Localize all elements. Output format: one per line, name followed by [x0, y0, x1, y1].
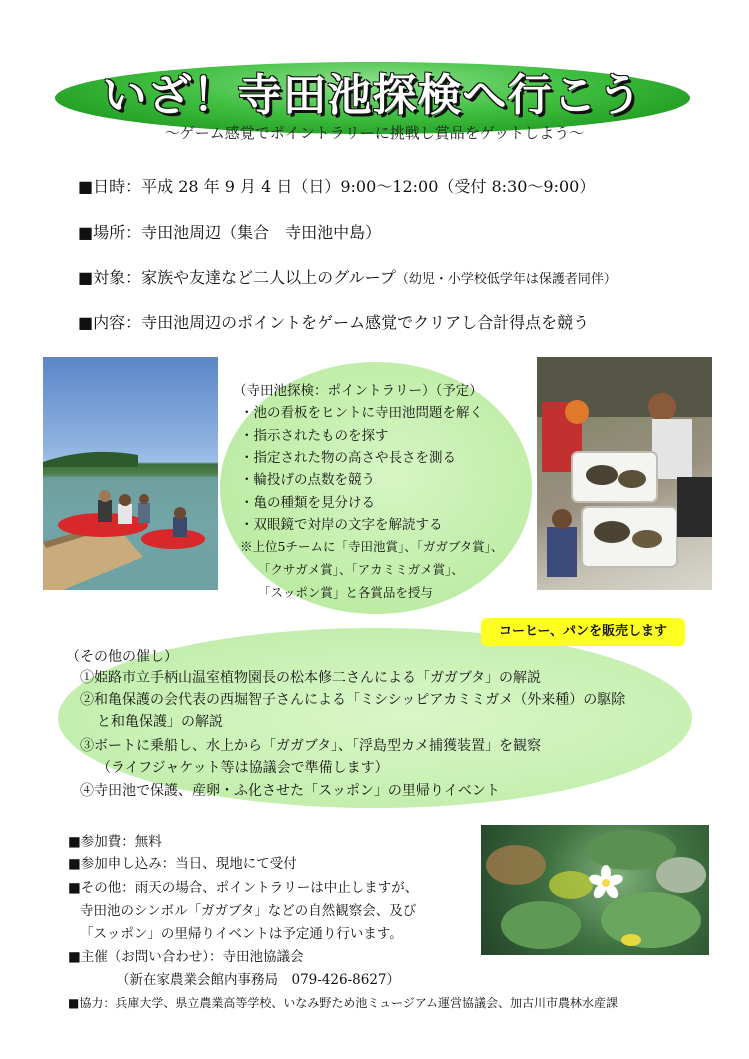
info-target [78, 265, 617, 288]
events-heading: （その他の催し） [66, 649, 178, 665]
info-datetime: ■日時：平成 28 年 9 月 4 日（日）9:00～12:00（受付 8:30～9:00） [78, 177, 596, 196]
coffee-sale-badge: コーヒー、パンを販売します [481, 618, 685, 646]
event-line: と和亀保護」の解説 [97, 714, 223, 730]
turtle-photo [537, 357, 712, 590]
event-line: ③ボートに乗船し、水上から「ガガブタ」、「浮島型カメ捕獲装置」を観察 [80, 738, 542, 754]
rally-item: ・指定された物の高さや長さを測る [240, 450, 456, 466]
event-line: ④寺田池で保護、産卵・ふ化させた「スッポン」の里帰りイベント [80, 783, 500, 799]
rally-prize-line: ※上位5チームに「寺田池賞」、「ガガブタ賞」、 [240, 539, 504, 554]
page-title: いざ！寺田池探検へ行こう [102, 70, 643, 121]
organizer-line: ■主催（お問い合わせ）：寺田池協議会 [68, 949, 304, 965]
other-line: 寺田池のシンボル「ガガブタ」などの自然観察会、及び [80, 903, 417, 919]
other-line: 「スッポン」の里帰りイベントは予定通り行います。 [80, 926, 403, 942]
rally-item: ・輪投げの点数を競う [240, 472, 375, 488]
boat-photo-drawing [43, 357, 218, 590]
rally-heading: （寺田池探検：ポイントラリー）（予定） [233, 383, 483, 399]
rally-prize-line: 「クサガメ賞」、「アカミミガメ賞」、 [258, 562, 464, 577]
other-line: ■その他：雨天の場合、ポイントラリーは中止しますが、 [68, 880, 419, 896]
rally-item: ・双眼鏡で対岸の文字を解読する [240, 517, 443, 533]
event-line: ②和亀保護の会代表の西堀智子さんによる「ミシシッピアカミミガメ（外来種）の駆除 [80, 692, 626, 708]
info-content: ■内容：寺田池周辺のポイントをゲーム感覚でクリアし合計得点を競う [78, 313, 590, 332]
rally-item: ・池の看板をヒントに寺田池問題を解く [240, 405, 483, 421]
event-line: （ライフジャケット等は協議会で準備します） [97, 760, 389, 776]
gagabuta-photo-drawing [481, 825, 709, 955]
info-target-text: ■対象：家族や友達など二人以上のグループ [78, 268, 396, 287]
rally-item: ・指示されたものを探す [240, 428, 389, 444]
gagabuta-photo [481, 825, 709, 955]
fee-line: ■参加費：無料 [68, 834, 162, 850]
event-line: ①姫路市立手柄山温室植物園長の松本修二さんによる「ガガブタ」の解説 [80, 670, 542, 686]
rally-prize-line: 「スッポン賞」と各賞品を授与 [258, 585, 433, 600]
info-place: ■場所：寺田池周辺（集合 寺田池中島） [78, 223, 382, 242]
cooperation-line: ■協力：兵庫大学、県立農業高等学校、いなみ野ため池ミュージアム運営協議会、加古川市農林水産課 [68, 996, 619, 1010]
office-line: （新在家農業会館内事務局 079-426-8627） [116, 972, 401, 988]
apply-line: ■参加申し込み：当日、現地にて受付 [68, 856, 297, 872]
page-subtitle: ～ゲーム感覚でポイントラリーに挑戦し賞品をゲットしよう～ [164, 124, 585, 142]
turtle-photo-drawing [537, 357, 712, 590]
rally-item: ・亀の種類を見分ける [240, 495, 375, 511]
info-target-note: （幼児・小学校低学年は保護者同伴） [395, 272, 617, 287]
boat-photo [43, 357, 218, 590]
